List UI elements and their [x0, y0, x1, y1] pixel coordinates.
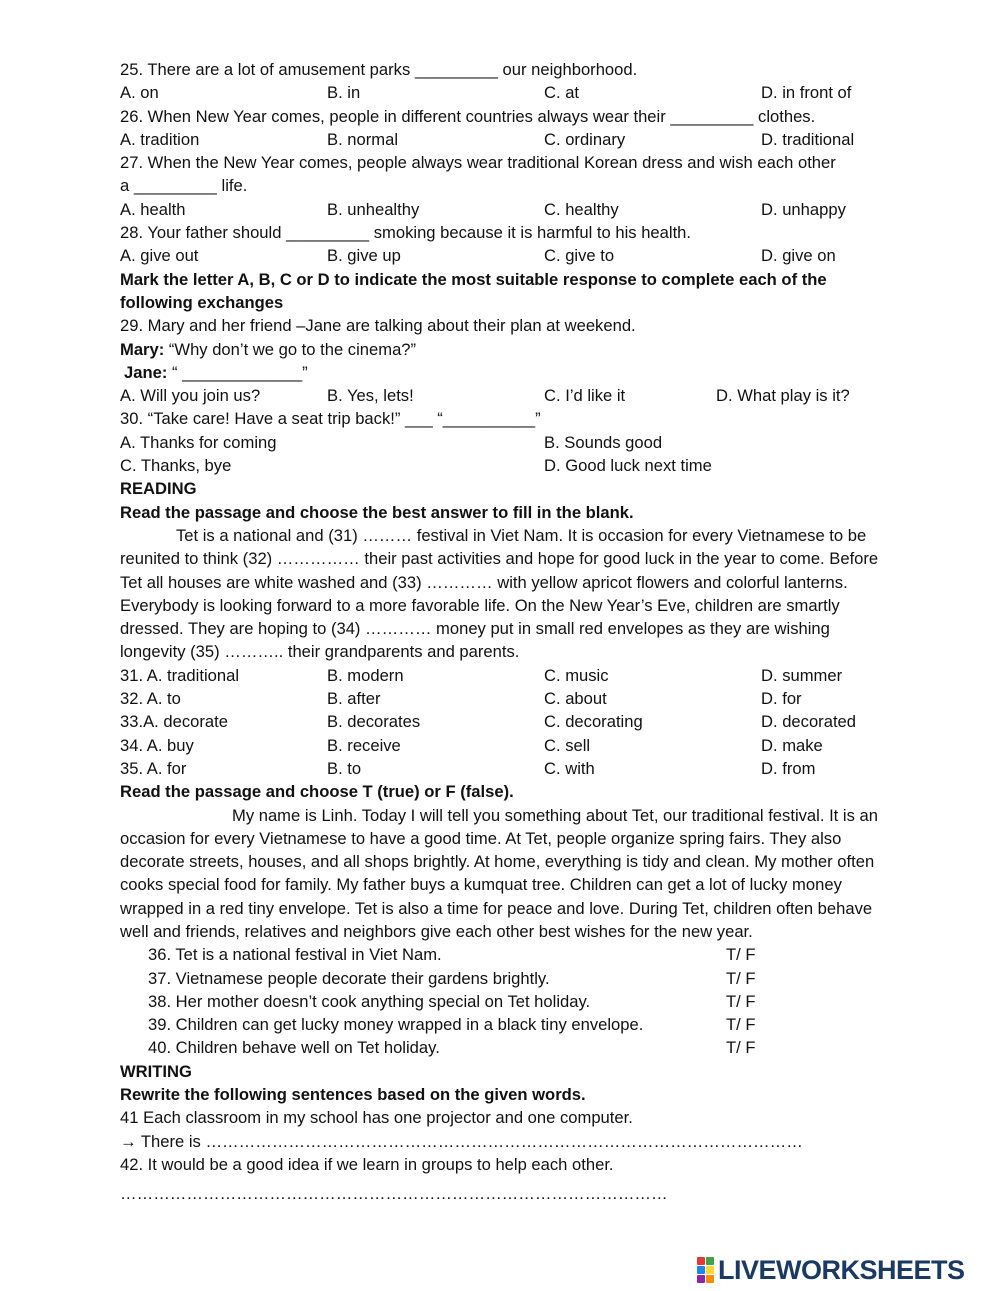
tf-choice[interactable]: T/ F [726, 1015, 756, 1035]
mary-line [120, 338, 890, 361]
reading-instruction-1: Read the passage and choose the best answer to fill in the blank. [120, 502, 634, 522]
option-b[interactable]: B. in [327, 83, 361, 103]
tf-choice[interactable]: T/ F [726, 945, 756, 965]
option-b[interactable]: B. modern [327, 665, 404, 685]
option-a[interactable]: 34. A. buy [120, 735, 194, 755]
question-26: 26. When New Year comes, people in different countries always wear their _________ clothes. [120, 106, 816, 126]
option-a[interactable]: A. on [120, 83, 159, 103]
logo-square [697, 1266, 705, 1274]
options-32 [120, 687, 890, 710]
option-d[interactable]: D. decorated [761, 712, 857, 732]
tf-choice[interactable]: T/ F [726, 1038, 756, 1058]
question-28: 28. Your father should _________ smoking because it is harmful to his health. [120, 223, 692, 243]
option-d[interactable]: D. from [761, 758, 816, 778]
tf-choice[interactable]: T/ F [726, 968, 756, 988]
options-31 [120, 664, 890, 687]
option-b[interactable]: B. Yes, lets! [327, 386, 414, 406]
option-d[interactable]: D. for [761, 689, 802, 709]
question-41: 41 Each classroom in my school has one projector and one computer. [120, 1108, 633, 1128]
options-25 [120, 81, 890, 104]
tf-item [120, 990, 890, 1013]
options-30-row2 [120, 454, 890, 477]
question-42: 42. It would be a good idea if we learn in groups to help each other. [120, 1154, 614, 1174]
option-a[interactable]: A. Thanks for coming [120, 432, 277, 452]
tf-statement: 39. Children can get lucky money wrapped in a black tiny envelope. [148, 1015, 644, 1035]
option-a[interactable]: A. health [120, 199, 186, 219]
option-d[interactable]: D. in front of [761, 83, 852, 103]
option-b[interactable]: B. after [327, 689, 381, 709]
options-34 [120, 734, 890, 757]
question-25: 25. There are a lot of amusement parks _________ our neighborhood. [120, 60, 638, 79]
option-a[interactable]: A. tradition [120, 129, 200, 149]
option-a[interactable]: 31. A. traditional [120, 665, 239, 685]
option-a[interactable]: A. give out [120, 246, 199, 266]
option-a[interactable]: 33.A. decorate [120, 712, 228, 732]
writing-instruction: Rewrite the following sentences based on the given words. [120, 1085, 586, 1105]
options-35 [120, 757, 890, 780]
option-b[interactable]: B. decorates [327, 712, 421, 732]
option-a[interactable]: A. Will you join us? [120, 386, 261, 406]
answer-41[interactable]: → There is ……………………………………………………………………………………………… [120, 1131, 803, 1151]
option-d[interactable]: D. summer [761, 665, 843, 685]
option-c[interactable]: C. with [544, 758, 595, 778]
question-30: 30. “Take care! Have a seat trip back!” ___ “__________” [120, 409, 541, 429]
tf-item [120, 967, 890, 990]
option-c[interactable]: C. decorating [544, 712, 643, 732]
tf-item [120, 1013, 890, 1036]
logo-text: LIVEWORKSHEETS [718, 1254, 965, 1285]
mary-label: Mary: [120, 339, 165, 359]
option-c[interactable]: C. ordinary [544, 129, 626, 149]
options-26 [120, 128, 890, 151]
option-c[interactable]: C. I’d like it [544, 386, 626, 406]
logo-square [706, 1257, 714, 1265]
options-27 [120, 198, 890, 221]
option-c[interactable]: C. sell [544, 735, 591, 755]
option-b[interactable]: B. receive [327, 735, 401, 755]
option-d[interactable]: D. What play is it? [716, 386, 850, 406]
jane-label: Jane: [124, 362, 168, 382]
logo-square [697, 1275, 705, 1283]
question-27-line2: a _________ life. [120, 176, 248, 196]
tf-statement: 36. Tet is a national festival in Viet Nam. [148, 945, 442, 965]
tf-choice[interactable]: T/ F [726, 991, 756, 1011]
option-d[interactable]: D. give on [761, 246, 836, 266]
option-a[interactable]: 35. A. for [120, 758, 187, 778]
exchanges-instruction: Mark the letter A, B, C or D to indicate the most suitable response to complete each of the following exchanges [120, 269, 827, 312]
tf-item [120, 943, 890, 966]
reading-heading: READING [120, 479, 197, 499]
option-c[interactable]: C. healthy [544, 199, 619, 219]
question-27-line1: 27. When the New Year comes, people always wear traditional Korean dress and wish each other [120, 153, 836, 173]
option-b[interactable]: B. give up [327, 246, 401, 266]
option-c[interactable]: C. give to [544, 246, 615, 266]
question-29: 29. Mary and her friend –Jane are talking about their plan at weekend. [120, 316, 636, 336]
logo-icon [697, 1257, 714, 1283]
reading-passage-1: Tet is a national and (31) ……… festival in Viet Nam. It is occasion for every Vietnamese to be reunited to think (32) …………… their past activities and hope for good luck in the year to come. Before Tet all houses are white washed and (33) ………… with yellow apricot flowers and colorful lanterns. Everybody is looking forward to a more favorable life. On the New Year’s Eve, children are smartly dressed. They are hoping to (34) ………… money put in small red envelopes as they are wishing longevity (35) ……….. their grandparents and parents. [120, 525, 879, 662]
tf-statement: 38. Her mother doesn’t cook anything special on Tet holiday. [148, 991, 591, 1011]
mary-text: “Why don’t we go to the cinema?” [164, 339, 417, 359]
option-c[interactable]: C. music [544, 665, 609, 685]
options-29 [120, 384, 890, 407]
worksheet [120, 58, 890, 1206]
jane-text: “ _____________” [167, 362, 308, 382]
logo-square [697, 1257, 705, 1265]
reading-instruction-2: Read the passage and choose T (true) or F (false). [120, 782, 514, 802]
jane-line [120, 361, 890, 384]
writing-heading: WRITING [120, 1061, 192, 1081]
answer-42[interactable]: ……………………………………………………………………………………… [120, 1184, 668, 1204]
option-b[interactable]: B. to [327, 758, 362, 778]
tf-statement: 37. Vietnamese people decorate their gardens brightly. [148, 968, 550, 988]
liveworksheets-logo [697, 1256, 965, 1284]
option-b[interactable]: B. normal [327, 129, 399, 149]
option-d[interactable]: D. traditional [761, 129, 855, 149]
logo-square [706, 1275, 714, 1283]
option-d[interactable]: D. make [761, 735, 823, 755]
options-30-row1 [120, 431, 890, 454]
option-a[interactable]: 32. A. to [120, 689, 181, 709]
option-c[interactable]: C. at [544, 83, 580, 103]
option-c[interactable]: C. about [544, 689, 607, 709]
tf-statement: 40. Children behave well on Tet holiday. [148, 1038, 440, 1058]
option-b[interactable]: B. Sounds good [544, 432, 663, 452]
tf-item [120, 1036, 890, 1059]
options-33 [120, 710, 890, 733]
option-c[interactable]: C. Thanks, bye [120, 456, 232, 476]
option-d[interactable]: D. unhappy [761, 199, 846, 219]
option-d[interactable]: D. Good luck next time [544, 456, 712, 476]
options-28 [120, 244, 890, 267]
option-b[interactable]: B. unhealthy [327, 199, 420, 219]
reading-passage-2: My name is Linh. Today I will tell you something about Tet, our traditional festival. It is an occasion for every Vietnamese to have a good time. At Tet, people organize spring fairs. They also decorate streets, houses, and all shops brightly. At home, everything is tidy and clean. My mother often cooks special food for family. My father buys a kumquat tree. Children can get a lot of lucky money wrapped in a red tiny envelope. Tet is also a time for peace and love. During Tet, children often behave well and friends, relatives and neighbors give each other best wishes for the new year. [120, 805, 878, 941]
logo-square [706, 1266, 714, 1274]
